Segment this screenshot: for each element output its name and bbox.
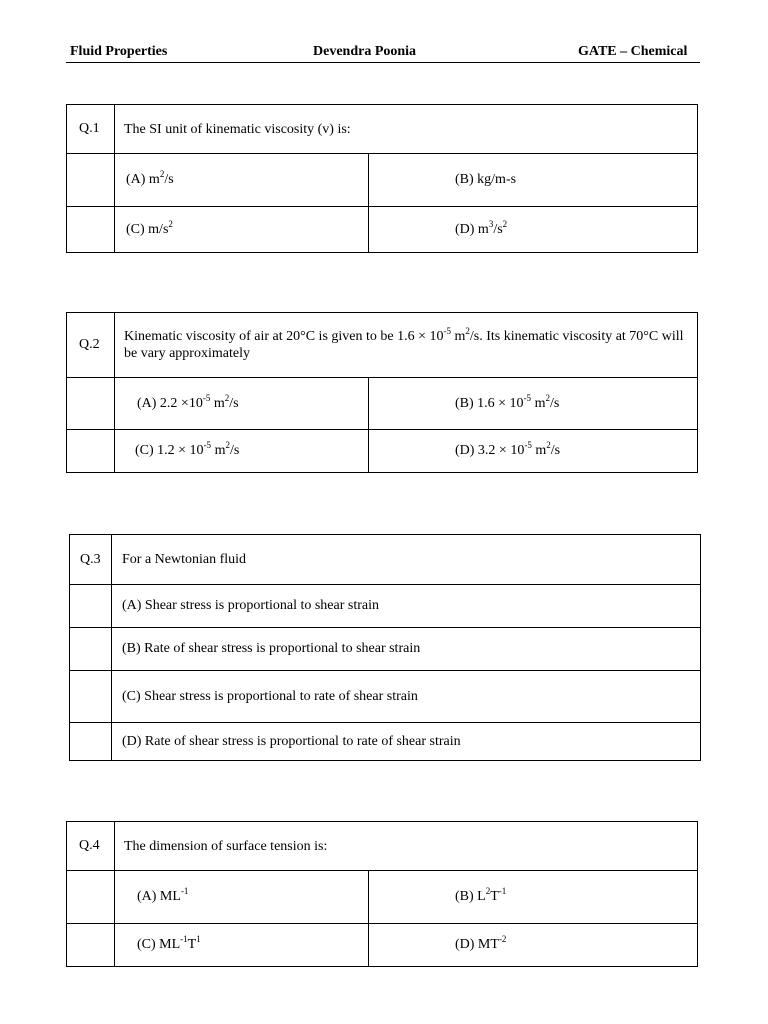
- question-3-option-a[interactable]: (A) Shear stress is proportional to shear strain: [112, 585, 701, 628]
- question-1-blank-cell: [67, 207, 115, 253]
- question-3-option-c[interactable]: (C) Shear stress is proportional to rate of shear strain: [112, 671, 701, 723]
- question-2-option-c[interactable]: (C) $1.2 \times 10^{-5}$ $m^2/s$: [115, 430, 369, 473]
- question-2-option-d[interactable]: (D) $3.2 \times 10^{-5}$ $m^2/s$: [369, 430, 698, 473]
- question-2-blank-cell: [67, 430, 115, 473]
- question-1-option-d[interactable]: (D) $m^3/s^2$: [369, 207, 698, 253]
- question-3-number: Q.3: [70, 535, 112, 585]
- question-3-blank-cell: [70, 628, 112, 671]
- question-1-blank-cell: [67, 154, 115, 207]
- question-4-number: Q.4: [67, 822, 115, 871]
- question-4-option-b[interactable]: (B) $L^2T^{-1}$: [369, 871, 698, 924]
- question-1-option-a[interactable]: (A) $m^2/s$: [115, 154, 369, 207]
- question-4-blank-cell: [67, 924, 115, 967]
- question-2-option-a[interactable]: (A) $2.2 \times 10^{-5}$ $m^2/s$: [115, 378, 369, 430]
- question-4-option-c[interactable]: (C) $ML^{-1}T^1$: [115, 924, 369, 967]
- header-author: Devendra Poonia: [313, 44, 417, 59]
- question-4-option-d[interactable]: (D) $MT^{-2}$: [369, 924, 698, 967]
- question-4-table: [66, 821, 698, 967]
- question-1-table: [66, 104, 698, 253]
- question-2-stem: Kinematic viscosity of air at 20°C is given to be $1.6 \times 10^{-5}$ $m^2/s$. Its kinematic viscosity at 70°C will be vary approximately: [115, 313, 698, 378]
- header-exam: GATE – Chemical: [578, 44, 688, 59]
- question-2-option-b[interactable]: (B) $1.6 \times 10^{-5}$ $m^2/s$: [369, 378, 698, 430]
- question-2-blank-cell: [67, 378, 115, 430]
- question-4-blank-cell: [67, 871, 115, 924]
- question-3-table: [69, 534, 701, 761]
- question-4-option-a[interactable]: (A) $ML^{-1}$: [115, 871, 369, 924]
- header-subject: Fluid Properties: [70, 44, 168, 59]
- question-4-stem: The dimension of surface tension is:: [115, 822, 698, 871]
- question-1-option-b[interactable]: (B) kg/m-s: [369, 154, 698, 207]
- question-3-blank-cell: [70, 723, 112, 761]
- question-3-blank-cell: [70, 671, 112, 723]
- question-3-option-b[interactable]: (B) Rate of shear stress is proportional to shear strain: [112, 628, 701, 671]
- question-3-blank-cell: [70, 585, 112, 628]
- question-1-option-c[interactable]: (C) $m/s^2$: [115, 207, 369, 253]
- question-3-option-d[interactable]: (D) Rate of shear stress is proportional to rate of shear strain: [112, 723, 701, 761]
- question-3-stem: For a Newtonian fluid: [112, 535, 701, 585]
- header-rule: [66, 62, 700, 63]
- question-1-stem: The SI unit of kinematic viscosity (v) is:: [115, 105, 698, 154]
- question-2-number: Q.2: [67, 313, 115, 378]
- question-1-number: Q.1: [67, 105, 115, 154]
- question-2-table: [66, 312, 698, 473]
